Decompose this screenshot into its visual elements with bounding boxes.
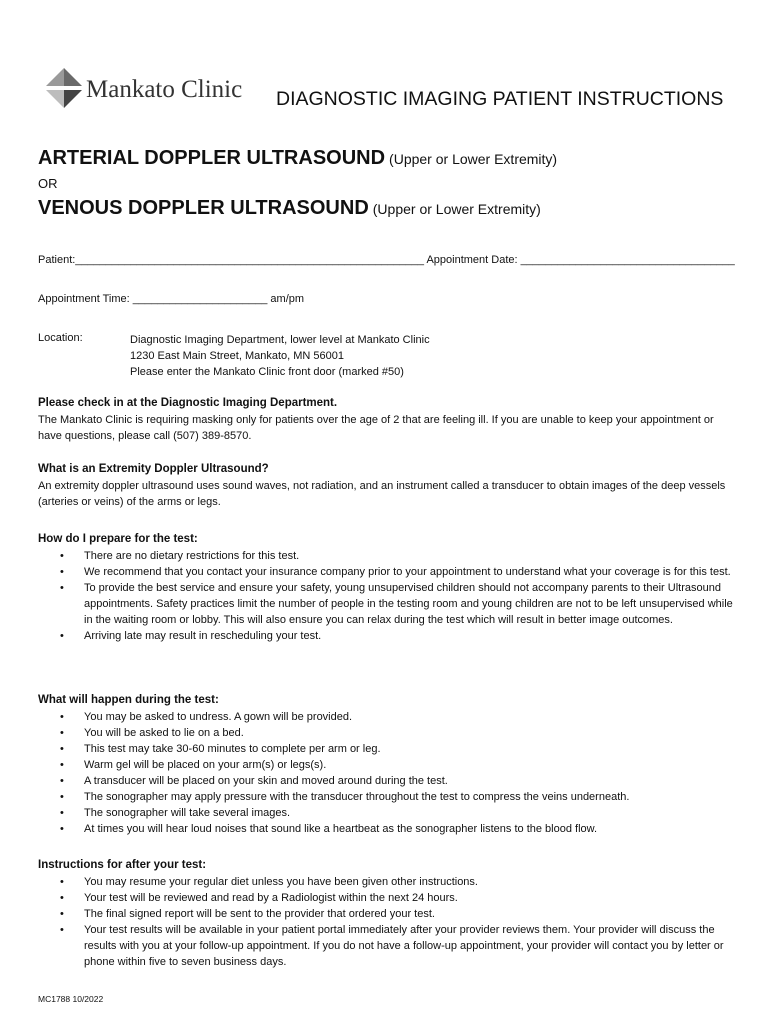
list-item-text: Your test will be reviewed and read by a Radiologist within the next 24 hours.: [84, 892, 458, 904]
bullet-icon: •: [60, 566, 64, 578]
location-line: 1230 East Main Street, Mankato, MN 56001: [130, 350, 345, 362]
logo-text: Mankato Clinic: [86, 76, 243, 103]
checkin-heading: Please check in at the Diagnostic Imaging Department.: [38, 397, 338, 409]
list-item-text: We recommend that you contact your insurance company prior to your appointment to understand what your coverage is for this test.: [84, 566, 731, 578]
bullet-icon: •: [60, 582, 64, 594]
bullet-icon: •: [60, 908, 64, 920]
list-item: [38, 874, 738, 890]
during-list: [38, 709, 738, 837]
location-address: [130, 332, 430, 380]
bullet-icon: •: [60, 727, 64, 739]
venous-procedure-title: [38, 197, 541, 220]
patient-field: Patient:_________________________________________________________ Appointment Date: ___________________________________: [38, 254, 735, 266]
list-item-text: At times you will hear loud noises that sound like a heartbeat as the sonographer listens to the blood flow.: [84, 823, 598, 835]
what-is-text: An extremity doppler ultrasound uses sound waves, not radiation, and an instrument called a transducer to obtain images of the deep vessels (arteries or veins) of the arms or legs.: [38, 480, 726, 508]
location-line: Please enter the Mankato Clinic front door (marked #50): [130, 366, 404, 378]
list-item-text: To provide the best service and ensure your safety, young unsupervised children should not accompany parents to their Ultrasound appointments. Safety practices limit the number of people in the testing room and young children are not to be left unsupervised while in the waiting room or lobby. This will also ensure you can relax during the test which will result in better image outcomes.: [84, 582, 733, 626]
arterial-procedure-title: [38, 147, 557, 170]
list-item: [38, 922, 738, 970]
list-item: [38, 709, 738, 725]
list-item-text: Your test results will be available in your patient portal immediately after your provider reviews them. Your provider will discuss the results with you at your follow-up appointment. If you do not have a follow-up appointment, your provider will contact you by letter or phone within five to seven business days.: [84, 924, 724, 968]
appointment-time-field: Appointment Time: ______________________ am/pm: [38, 293, 305, 305]
form-code: MC1788 10/2022: [38, 994, 104, 1004]
bullet-icon: •: [60, 892, 64, 904]
after-heading: Instructions for after your test:: [38, 859, 207, 871]
bullet-icon: •: [60, 743, 64, 755]
checkin-text: The Mankato Clinic is requiring masking only for patients over the age of 2 that are feeling ill. If you are unable to keep your appointment or have questions, please call (507) 389-8570.: [38, 414, 714, 442]
list-item: [38, 906, 738, 922]
list-item-text: There are no dietary restrictions for this test.: [84, 550, 300, 562]
list-item: [38, 725, 738, 741]
list-item-text: You may resume your regular diet unless you have been given other instructions.: [84, 876, 478, 888]
bullet-icon: •: [60, 876, 64, 888]
list-item-text: Arriving late may result in rescheduling your test.: [84, 630, 322, 642]
list-item: [38, 548, 738, 564]
or-separator: OR: [38, 176, 58, 191]
prepare-heading: How do I prepare for the test:: [38, 533, 198, 545]
list-item-text: The final signed report will be sent to the provider that ordered your test.: [84, 908, 435, 920]
location-line: Diagnostic Imaging Department, lower level at Mankato Clinic: [130, 334, 430, 346]
checkin-section: [38, 395, 738, 444]
bullet-icon: •: [60, 630, 64, 642]
arterial-title: ARTERIAL DOPPLER ULTRASOUND: [38, 147, 386, 169]
after-section: [38, 857, 738, 970]
list-item: [38, 805, 738, 821]
list-item: [38, 741, 738, 757]
document-title: DIAGNOSTIC IMAGING PATIENT INSTRUCTIONS: [276, 88, 724, 110]
bullet-icon: •: [60, 791, 64, 803]
list-item-text: You may be asked to undress. A gown will be provided.: [84, 711, 353, 723]
after-list: [38, 874, 738, 970]
venous-note: (Upper or Lower Extremity): [372, 201, 541, 217]
bullet-icon: •: [60, 807, 64, 819]
bullet-icon: •: [60, 711, 64, 723]
bullet-icon: •: [60, 823, 64, 835]
list-item: [38, 773, 738, 789]
list-item: [38, 821, 738, 837]
list-item-text: Warm gel will be placed on your arm(s) or legs(s).: [84, 759, 327, 771]
prepare-list: [38, 548, 738, 644]
venous-title: VENOUS DOPPLER ULTRASOUND: [38, 197, 369, 219]
bullet-icon: •: [60, 759, 64, 771]
bullet-icon: •: [60, 775, 64, 787]
list-item-text: The sonographer may apply pressure with the transducer throughout the test to compress the veins underneath.: [84, 791, 630, 803]
bullet-icon: •: [60, 550, 64, 562]
during-section: [38, 692, 738, 837]
list-item-text: This test may take 30-60 minutes to complete per arm or leg.: [84, 743, 381, 755]
during-heading: What will happen during the test:: [38, 694, 219, 706]
list-item: [38, 757, 738, 773]
list-item-text: The sonographer will take several images.: [84, 807, 291, 819]
what-is-heading: What is an Extremity Doppler Ultrasound?: [38, 463, 269, 475]
list-item: [38, 789, 738, 805]
location-label: Location:: [38, 332, 83, 344]
list-item: [38, 564, 738, 580]
list-item-text: A transducer will be placed on your skin and moved around during the test.: [84, 775, 448, 787]
list-item: [38, 580, 738, 628]
bullet-icon: •: [60, 924, 64, 936]
prepare-section: [38, 531, 738, 644]
what-is-section: [38, 461, 738, 510]
list-item: [38, 628, 738, 644]
list-item: [38, 890, 738, 906]
arterial-note: (Upper or Lower Extremity): [389, 151, 558, 167]
list-item-text: You will be asked to lie on a bed.: [84, 727, 244, 739]
